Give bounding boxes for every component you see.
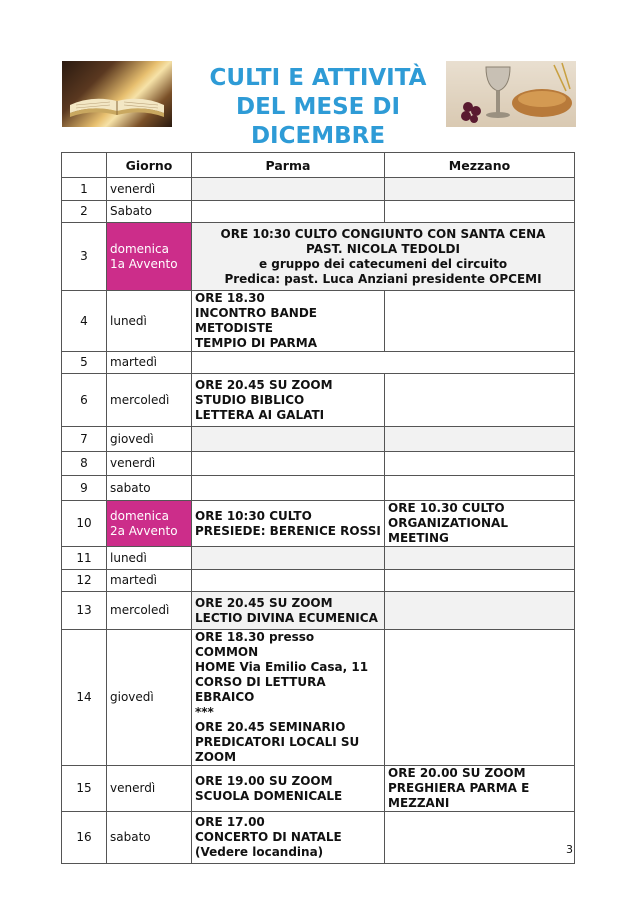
day-number: 11 bbox=[62, 547, 107, 570]
table-row bbox=[62, 476, 575, 501]
table-row bbox=[62, 592, 575, 630]
table-row bbox=[62, 812, 575, 864]
mezzano-cell bbox=[385, 427, 575, 452]
table-row bbox=[62, 201, 575, 223]
day-name: mercoledì bbox=[107, 592, 192, 630]
mezzano-cell bbox=[385, 570, 575, 592]
day-number: 6 bbox=[62, 374, 107, 427]
page-number: 3 bbox=[566, 843, 573, 856]
parma-cell: ORE 20.45 SU ZOOM LECTIO DIVINA ECUMENICA bbox=[192, 592, 385, 630]
schedule-table bbox=[61, 152, 575, 864]
parma-cell bbox=[192, 452, 385, 476]
day-number: 1 bbox=[62, 178, 107, 201]
mezzano-cell bbox=[385, 476, 575, 501]
day-name: lunedì bbox=[107, 547, 192, 570]
parma-cell: ORE 18.30 presso COMMON HOME Via Emilio Casa, 11 CORSO DI LETTURA EBRAICO *** ORE 20.45 SEMINARIO PREDICATORI LOCALI SU ZOOM bbox=[192, 630, 385, 766]
parma-cell bbox=[192, 570, 385, 592]
title-line: CULTI E ATTIVITÀ bbox=[209, 65, 427, 91]
day-name: venerdì bbox=[107, 452, 192, 476]
header-number bbox=[62, 153, 107, 178]
parma-cell bbox=[192, 427, 385, 452]
table-row bbox=[62, 452, 575, 476]
table-row bbox=[62, 570, 575, 592]
parma-cell: ORE 20.45 SU ZOOM STUDIO BIBLICO LETTERA AI GALATI bbox=[192, 374, 385, 427]
day-number: 16 bbox=[62, 812, 107, 864]
day-name-highlight: domenica 2a Avvento bbox=[107, 501, 192, 547]
table-row bbox=[62, 223, 575, 291]
day-number: 10 bbox=[62, 501, 107, 547]
day-name: sabato bbox=[107, 812, 192, 864]
header-parma: Parma bbox=[192, 153, 385, 178]
day-name: giovedì bbox=[107, 630, 192, 766]
table-row bbox=[62, 291, 575, 352]
day-name: venerdì bbox=[107, 766, 192, 812]
communion-bread-wine-photo bbox=[446, 61, 576, 127]
mezzano-cell: ORE 20.00 SU ZOOM PREGHIERA PARMA E MEZZANI bbox=[385, 766, 575, 812]
day-number: 9 bbox=[62, 476, 107, 501]
table-row bbox=[62, 547, 575, 570]
page-title bbox=[180, 64, 456, 151]
parma-cell bbox=[192, 547, 385, 570]
open-bible-photo bbox=[62, 61, 172, 127]
mezzano-cell bbox=[385, 812, 575, 864]
parma-cell bbox=[192, 201, 385, 223]
parma-cell: ORE 10:30 CULTO PRESIEDE: BERENICE ROSSI bbox=[192, 501, 385, 547]
table-row bbox=[62, 766, 575, 812]
mezzano-cell bbox=[385, 592, 575, 630]
title-line: DEL MESE DI bbox=[236, 94, 400, 120]
table-row bbox=[62, 178, 575, 201]
mezzano-cell bbox=[385, 201, 575, 223]
parma-cell bbox=[192, 178, 385, 201]
mezzano-cell bbox=[385, 291, 575, 352]
day-name: sabato bbox=[107, 476, 192, 501]
table-row bbox=[62, 374, 575, 427]
day-name: martedì bbox=[107, 352, 192, 374]
header-mezzano: Mezzano bbox=[385, 153, 575, 178]
table-row bbox=[62, 501, 575, 547]
parma-cell: ORE 17.00 CONCERTO DI NATALE (Vedere locandina) bbox=[192, 812, 385, 864]
day-name: Sabato bbox=[107, 201, 192, 223]
table-row bbox=[62, 352, 575, 374]
day-number: 13 bbox=[62, 592, 107, 630]
day-number: 7 bbox=[62, 427, 107, 452]
table-row bbox=[62, 427, 575, 452]
mezzano-cell: ORE 10.30 CULTO ORGANIZATIONAL MEETING bbox=[385, 501, 575, 547]
day-number: 4 bbox=[62, 291, 107, 352]
day-number: 15 bbox=[62, 766, 107, 812]
mezzano-cell bbox=[385, 547, 575, 570]
mezzano-cell bbox=[385, 630, 575, 766]
mezzano-cell bbox=[385, 178, 575, 201]
parma-cell: ORE 19.00 SU ZOOM SCUOLA DOMENICALE bbox=[192, 766, 385, 812]
table-header-row bbox=[62, 153, 575, 178]
day-name: lunedì bbox=[107, 291, 192, 352]
day-name-highlight: domenica 1a Avvento bbox=[107, 223, 192, 291]
day-name: venerdì bbox=[107, 178, 192, 201]
day-number: 14 bbox=[62, 630, 107, 766]
day-name: giovedì bbox=[107, 427, 192, 452]
joint-service-cell: ORE 10:30 CULTO CONGIUNTO CON SANTA CENA PAST. NICOLA TEDOLDI e gruppo dei catecumeni del circuito Predica: past. Luca Anziani presidente OPCEMI bbox=[192, 223, 575, 291]
header-day: Giorno bbox=[107, 153, 192, 178]
parma-cell bbox=[192, 476, 385, 501]
day-name: mercoledì bbox=[107, 374, 192, 427]
day-number: 5 bbox=[62, 352, 107, 374]
title-line: DICEMBRE bbox=[250, 123, 386, 149]
day-number: 3 bbox=[62, 223, 107, 291]
day-number: 12 bbox=[62, 570, 107, 592]
merged-cell bbox=[192, 352, 575, 374]
day-number: 8 bbox=[62, 452, 107, 476]
day-number: 2 bbox=[62, 201, 107, 223]
table-row bbox=[62, 630, 575, 766]
day-name: martedì bbox=[107, 570, 192, 592]
mezzano-cell bbox=[385, 374, 575, 427]
mezzano-cell bbox=[385, 452, 575, 476]
parma-cell: ORE 18.30 INCONTRO BANDE METODISTE TEMPIO DI PARMA bbox=[192, 291, 385, 352]
